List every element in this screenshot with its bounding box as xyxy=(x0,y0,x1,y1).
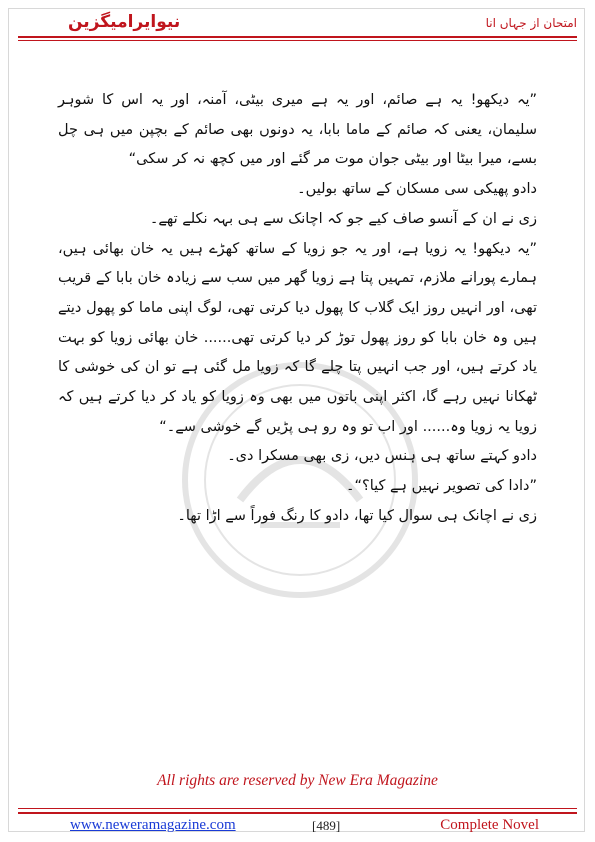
footer-rule-thin xyxy=(18,808,577,809)
paragraph: زی نے ان کے آنسو صاف کیے جو کہ اچانک سے ہی بہہ نکلے تھے۔ xyxy=(149,210,537,227)
page-footer xyxy=(70,817,539,837)
category-label: Complete Novel xyxy=(440,817,539,833)
paragraph: ”دادا کی تصویر نہیں ہے کیا؟“۔ xyxy=(346,478,537,495)
novel-title: امتحان از جہاں انا xyxy=(485,16,577,30)
novel-body-text xyxy=(58,86,537,532)
paragraph: دادو پھیکی سی مسکان کے ساتھ بولیں۔ xyxy=(297,181,537,198)
footer-rule xyxy=(18,812,577,814)
website-link[interactable]: www.neweramagazine.com xyxy=(70,817,236,833)
page-number: [489] xyxy=(312,818,341,833)
magazine-brand: نیوایرامیگزین xyxy=(68,12,181,32)
header-rule xyxy=(18,36,577,38)
paragraph: ”یہ دیکھو! یہ زویا ہے، اور یہ جو زویا کے ساتھ کھڑے ہیں یہ خان بھائی ہیں، ہمارے پورانے ملازم، تمہیں پتا ہے زویا گھر میں سب سے زیادہ خان بابا کے قریب تھی، اور انہیں روز ایک گلاب کا پھول دیا کرتی تھی، لوگ اپنی ماما کو پھول دیتے ہیں وہ خان بابا کو روز پھول توڑ کر دیا کرتی تھی...... خان بھائی زویا کو بہت یاد کرتے ہیں، اور جب انہیں پتا چلے گا کہ زویا مل گئی ہے تو ان کی خوشی کا ٹھکانا نہیں رہے گا، اکثر اپنی باتوں میں بھی وہ زویا کو یاد کر دیا کرتے ہیں کہ زویا یہ زویا وہ...... اور اب تو وہ رو ہی پڑیں گے خوشی سے۔“ xyxy=(58,240,537,435)
page-header xyxy=(18,12,577,36)
header-rule-thin xyxy=(18,40,577,41)
paragraph: زی نے اچانک ہی سوال کیا تھا، دادو کا رنگ فوراً سے اڑا تھا۔ xyxy=(177,507,537,524)
paragraph: دادو کہتے ساتھ ہی ہنس دیں، زی بھی مسکرا دی۔ xyxy=(227,448,537,465)
rights-notice: All rights are reserved by New Era Magazine xyxy=(157,772,438,789)
paragraph: ”یہ دیکھو! یہ ہے صائم، اور یہ ہے میری بیٹی، آمنہ، اور یہ اس کا شوہر سلیمان، یعنی کہ صائم کے ماما بابا، یہ دونوں بھی صائم کے بچپن میں ہی چل بسے، میرا بیٹا اور بیٹی جوان موت مر گئے اور میں کچھ نہ کر سکی“ xyxy=(58,92,537,168)
